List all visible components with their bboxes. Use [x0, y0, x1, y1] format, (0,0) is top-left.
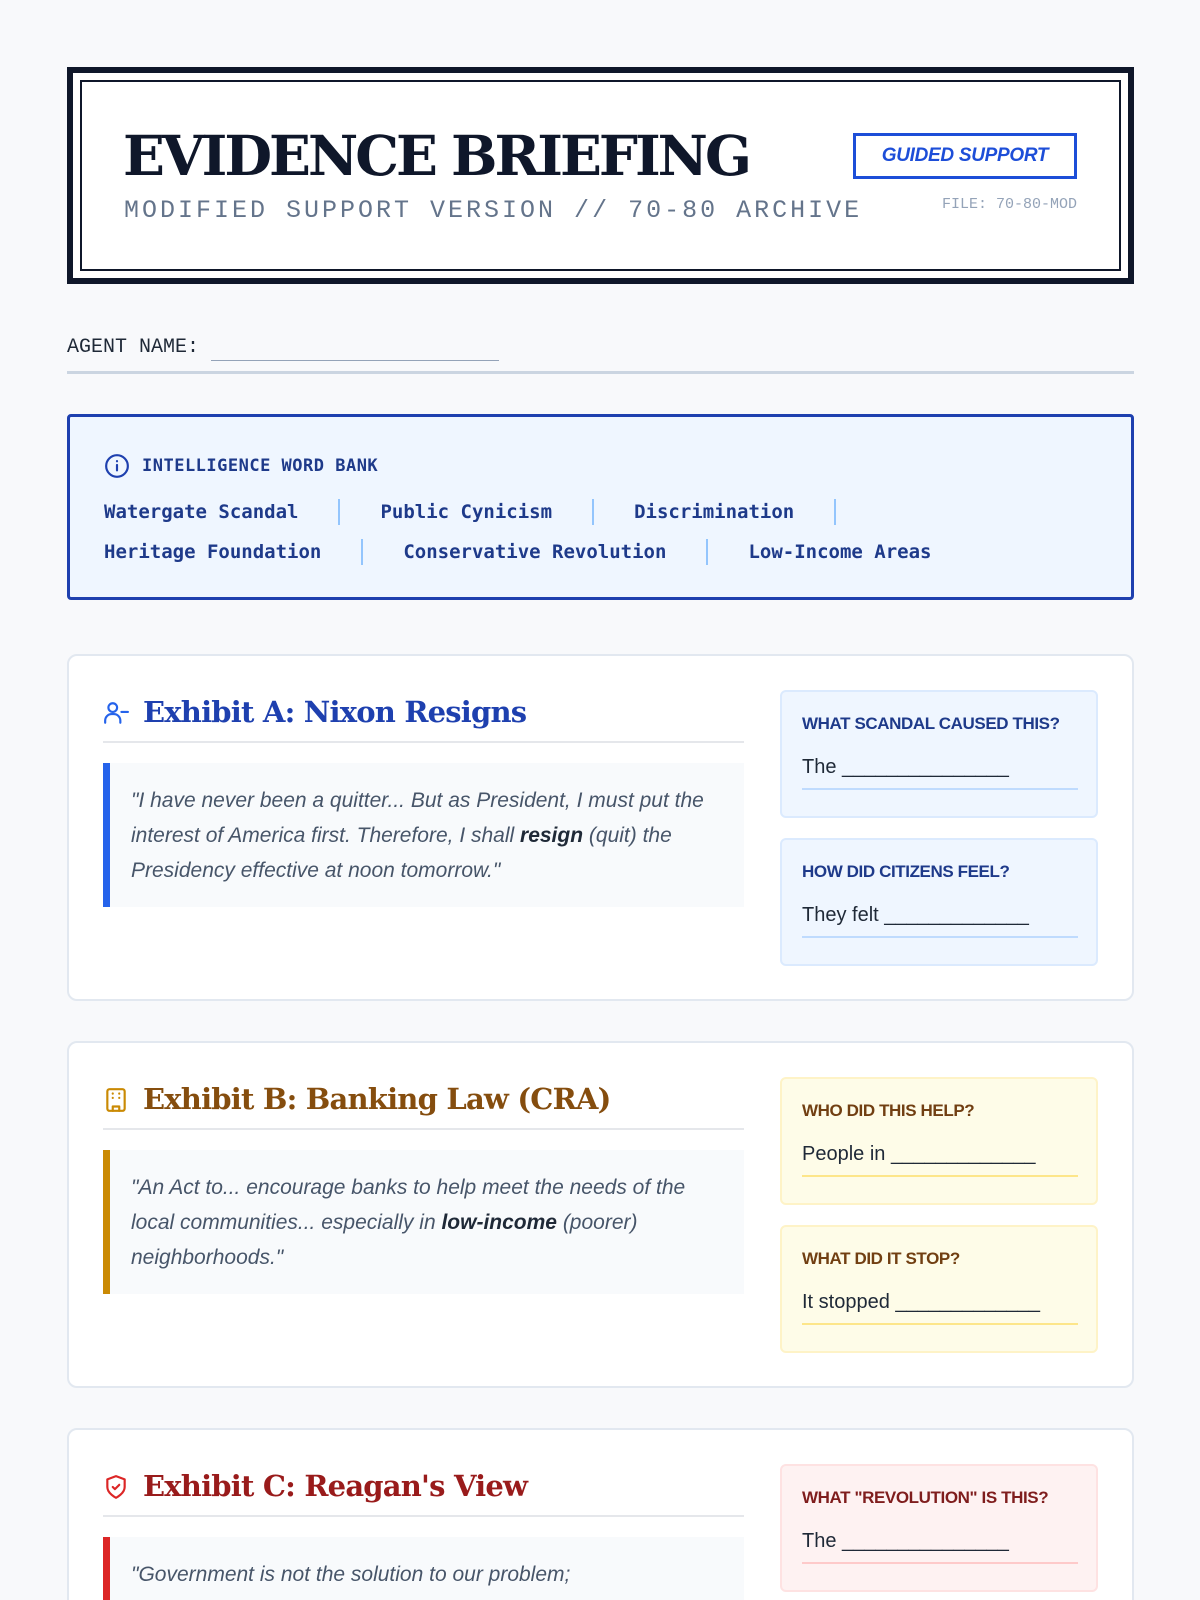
- agent-name-row: [67, 336, 1134, 374]
- shield-icon: [103, 1474, 129, 1500]
- quote-text: "I have never been a quitter... But as President, I must put the interest of America first. Therefore, I shall: [131, 789, 704, 847]
- quote-keyword: low-income: [441, 1211, 557, 1234]
- exhibit-card-a: [67, 654, 1134, 1001]
- answer-field[interactable]: The _______________: [802, 756, 1078, 790]
- building-icon: [103, 1087, 129, 1113]
- question-label: WHAT DID IT STOP?: [802, 1249, 960, 1268]
- word-bank-term: Watergate Scandal: [104, 501, 299, 523]
- page-title: EVIDENCE BRIEFING: [123, 123, 749, 188]
- info-icon: [104, 453, 130, 479]
- exhibit-quote: [103, 763, 744, 907]
- quote-text: (quit) the Presidency effective at noon tomorrow.": [131, 824, 672, 882]
- exhibit-header: [103, 694, 744, 743]
- question-label: WHO DID THIS HELP?: [802, 1101, 975, 1120]
- word-bank-panel: [67, 414, 1134, 600]
- exhibit-title: Exhibit A: Nixon Resigns: [143, 695, 527, 729]
- word-separator: [592, 499, 594, 525]
- word-bank-term: Discrimination: [634, 501, 795, 523]
- word-bank-term: Public Cynicism: [380, 501, 553, 523]
- question-label: HOW DID CITIZENS FEEL?: [802, 862, 1010, 881]
- exhibit-quote: [103, 1150, 744, 1294]
- exhibit-header: [103, 1081, 744, 1130]
- question-box: [780, 838, 1098, 966]
- agent-name-label: AGENT NAME:: [67, 336, 200, 359]
- word-separator: [338, 499, 340, 525]
- exhibit-header: [103, 1468, 744, 1517]
- word-bank-term: Heritage Foundation: [104, 541, 322, 563]
- quote-text: "Government is not the solution to our problem;: [131, 1563, 571, 1586]
- exhibit-quote: [103, 1537, 744, 1600]
- word-bank-row-1: [104, 499, 876, 525]
- word-separator: [361, 539, 363, 565]
- question-label: WHAT "REVOLUTION" IS THIS?: [802, 1488, 1049, 1507]
- question-box: [780, 690, 1098, 818]
- agent-name-input[interactable]: [211, 336, 499, 361]
- answer-field[interactable]: The _______________: [802, 1530, 1078, 1564]
- word-separator: [706, 539, 708, 565]
- word-bank-term: Low-Income Areas: [748, 541, 932, 563]
- exhibit-title: Exhibit B: Banking Law (CRA): [143, 1082, 611, 1116]
- exhibit-card-b: [67, 1041, 1134, 1388]
- question-label: WHAT SCANDAL CAUSED THIS?: [802, 714, 1060, 733]
- exhibit-card-c: [67, 1428, 1134, 1600]
- file-id-label: FILE: 70-80-MOD: [941, 196, 1077, 213]
- question-box: [780, 1464, 1098, 1592]
- header-inner-frame: [80, 80, 1121, 271]
- word-bank-row-2: [104, 539, 931, 565]
- page-subtitle: MODIFIED SUPPORT VERSION // 70-80 ARCHIVE: [124, 196, 863, 225]
- exhibit-title: Exhibit C: Reagan's View: [143, 1469, 528, 1503]
- word-bank-term: Conservative Revolution: [403, 541, 667, 563]
- quote-keyword: resign: [520, 824, 584, 847]
- briefing-header: [67, 67, 1134, 284]
- guided-support-badge: GUIDED SUPPORT: [853, 133, 1077, 179]
- word-bank-header: [104, 453, 378, 479]
- answer-field[interactable]: They felt _____________: [802, 904, 1078, 938]
- user-minus-icon: [103, 700, 129, 726]
- quote-text: "An Act to... encourage banks to help meet the needs of the local communities... especially in: [131, 1176, 686, 1234]
- word-separator: [834, 499, 836, 525]
- answer-field[interactable]: It stopped _____________: [802, 1291, 1078, 1325]
- question-box: [780, 1225, 1098, 1353]
- word-bank-title: INTELLIGENCE WORD BANK: [142, 456, 379, 476]
- answer-field[interactable]: People in _____________: [802, 1143, 1078, 1177]
- quote-text: (poorer) neighborhoods.": [131, 1211, 638, 1269]
- question-box: [780, 1077, 1098, 1205]
